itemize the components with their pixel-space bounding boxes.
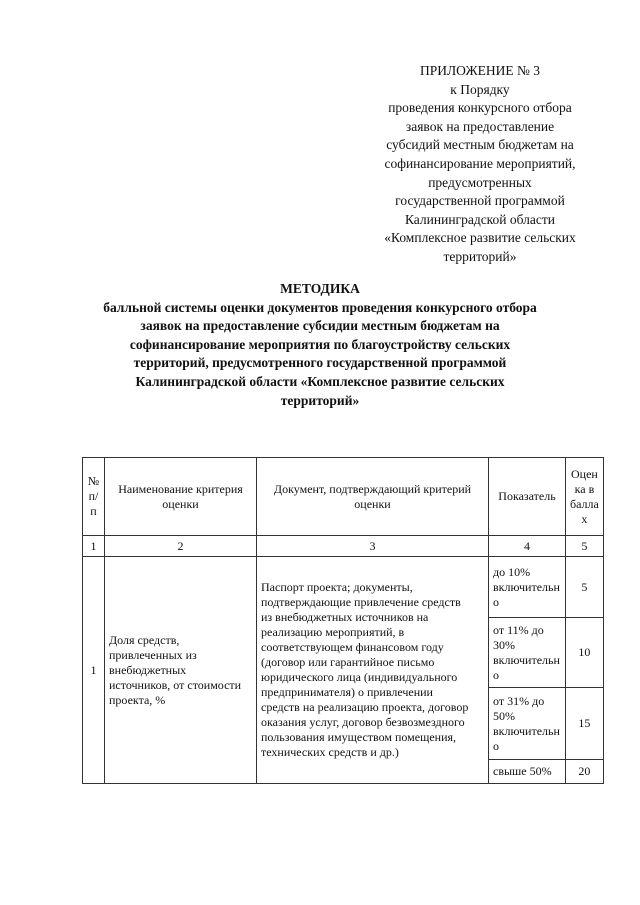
indicator-cell: от 11% до 30% включительн о (489, 618, 566, 688)
table-numbering-row (83, 536, 604, 557)
row-number: 1 (83, 557, 105, 784)
appendix-line: ПРИЛОЖЕНИЕ № 3 (419, 63, 541, 78)
appendix-block (360, 62, 600, 267)
criteria-table (82, 457, 604, 784)
appendix-line: предусмотренных (428, 174, 532, 190)
title-line: заявок на предоставление субсидии местным бюджетам на (140, 318, 500, 334)
appendix-line: территорий» (443, 248, 517, 264)
appendix-line: к Порядку (450, 81, 510, 97)
appendix-line: софинансирование мероприятий, (384, 155, 576, 171)
indicator-cell: свыше 50% (489, 760, 566, 784)
header-cell-criterion: Наименование критерия оценки (105, 458, 257, 536)
title-line: Калининградской области «Комплексное развитие сельских (135, 373, 505, 389)
title-heading: МЕТОДИКА (280, 281, 360, 296)
score-cell: 15 (566, 688, 604, 760)
title-line: софинансирование мероприятия по благоустройству сельских (129, 336, 511, 352)
header-cell-document: Документ, подтверждающий критерий оценки (257, 458, 489, 536)
number-cell: 4 (489, 536, 566, 557)
title-line: территорий, предусмотренного государственной программой (133, 355, 507, 371)
table-row (83, 557, 604, 618)
appendix-line: «Комплексное развитие сельских (384, 230, 576, 246)
document-cell: Паспорт проекта; документы, подтверждающие привлечение средств из внебюджетных источников на реализацию мероприятий, в соответствующем финансовом году (договор или гарантийное письмо юридического лица (индивидуального предпринимателя) о привлечении средств на реализацию проекта, договор оказания услуг, договор безвозмездного пользования имуществом помещения, технических средств и др.) (257, 557, 489, 784)
appendix-line: государственной программой (395, 193, 565, 209)
title-line: территорий» (280, 392, 360, 408)
appendix-line: заявок на предоставление (405, 118, 555, 134)
indicator-cell: от 31% до 50% включительн о (489, 688, 566, 760)
score-cell: 10 (566, 618, 604, 688)
appendix-line: Калининградской области (404, 211, 556, 227)
table-header-row (83, 458, 604, 536)
score-cell: 20 (566, 760, 604, 784)
appendix-line: проведения конкурсного отбора (388, 100, 572, 116)
header-cell-indicator: Показатель (489, 458, 566, 536)
appendix-line: субсидий местным бюджетам на (386, 137, 574, 153)
title-line: балльной системы оценки документов проведения конкурсного отбора (103, 299, 537, 315)
indicator-cell: до 10% включительн о (489, 557, 566, 618)
header-cell-number: № п/п (83, 458, 105, 536)
score-cell: 5 (566, 557, 604, 618)
number-cell: 1 (83, 536, 105, 557)
header-cell-score: Оцен ка в балла х (566, 458, 604, 536)
number-cell: 3 (257, 536, 489, 557)
number-cell: 5 (566, 536, 604, 557)
number-cell: 2 (105, 536, 257, 557)
document-title (60, 280, 580, 410)
criterion-cell: Доля средств, привлеченных из внебюджетных источников, от стоимости проекта, % (105, 557, 257, 784)
